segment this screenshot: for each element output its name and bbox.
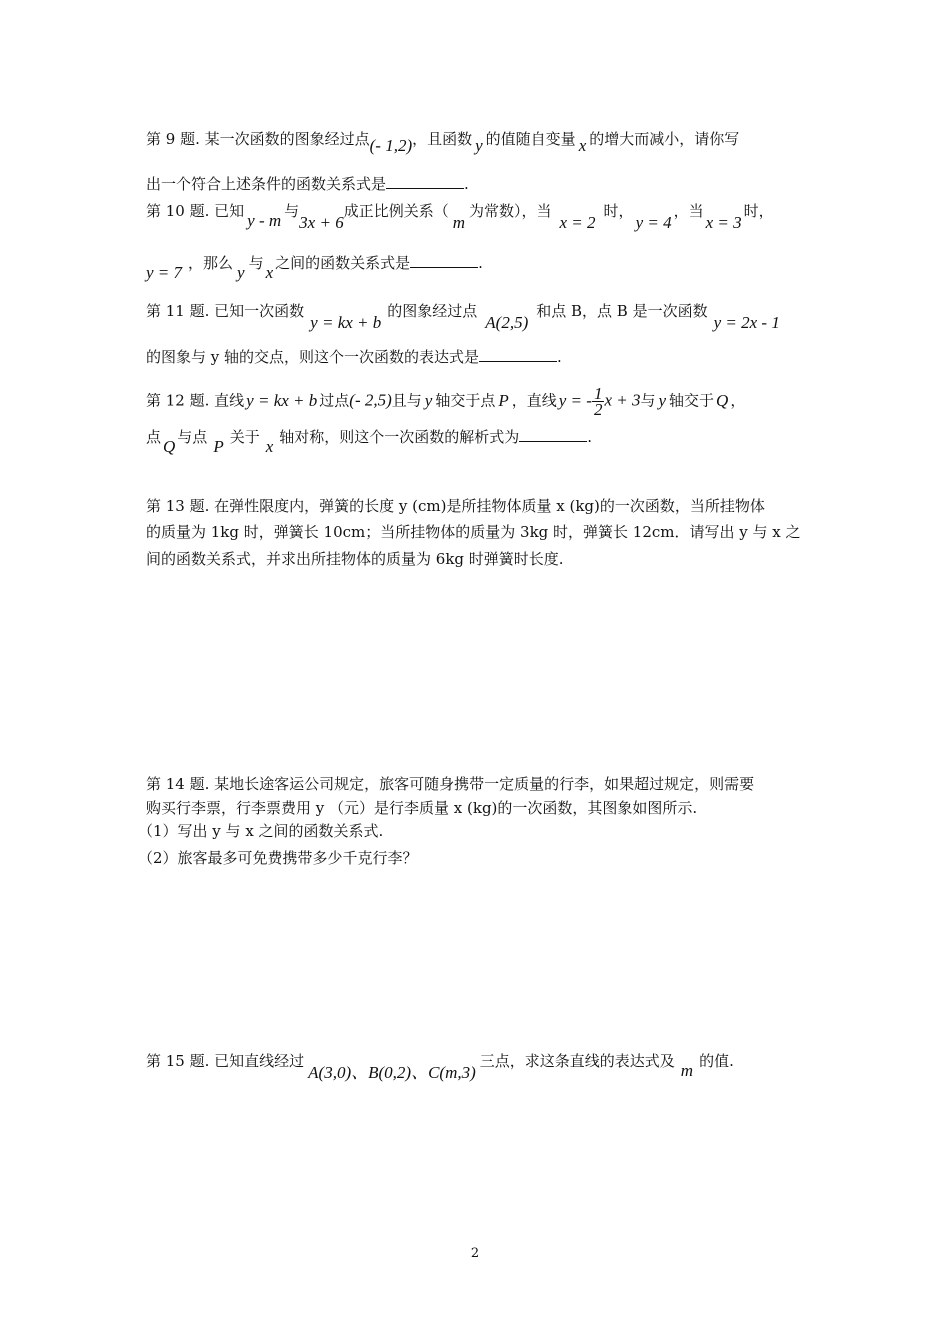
q12-point-p: P (213, 437, 224, 456)
q12-text: 关于 (229, 428, 260, 446)
q14-part1: （1）写出 y 与 x 之间的函数关系式. (138, 822, 384, 840)
q11-text: 和点 B，点 B 是一次函数 (536, 302, 708, 320)
q9-var-y: y (475, 136, 483, 155)
q9-text: ，且函数 (412, 130, 473, 148)
q12-text: 轴交于点 (435, 391, 496, 410)
q12-text: 轴交于 (669, 391, 715, 410)
q14-part2: （2）旅客最多可免费携带多少千克行李？ (138, 849, 418, 867)
q11-line2 (146, 346, 810, 368)
q14-line2: 购买行李票，行李票费用 y （元）是行李质量 x (kg)的一次函数，其图象如图所示. (146, 799, 698, 817)
q10-text: 时， (603, 202, 634, 220)
q10-text: ，当 (673, 202, 704, 220)
q12-point: (- 2,5) (349, 390, 392, 410)
fraction-one-half (592, 386, 605, 417)
q11-expr: y = 2x - 1 (713, 313, 780, 332)
q12-var-y: y (658, 390, 667, 410)
q12-point-q: Q (163, 437, 176, 456)
q9-end: . (464, 175, 469, 193)
q10-text: 与 (248, 254, 264, 272)
q10-text: 与 (284, 202, 300, 220)
answer-blank[interactable] (519, 427, 587, 442)
q10-line2 (146, 252, 810, 282)
answer-blank[interactable] (386, 174, 464, 189)
q13-line1: 第 13 题. 在弹性限度内，弹簧的长度 y (cm)是所挂物体质量 x (kg)的一次函数，当所挂物体 (146, 497, 765, 515)
answer-blank[interactable] (410, 253, 478, 268)
q10-end: . (478, 254, 483, 272)
q12-point-q: Q (716, 390, 729, 410)
q10-text: 第 10 题. 已知 (146, 202, 245, 220)
q12-var-y: y (424, 390, 433, 410)
q10-expr: y = 7 (146, 263, 183, 282)
q10-var-x: x (265, 263, 274, 282)
q12-var-x: x (265, 437, 274, 456)
q10-expr: 3x + 6 (299, 213, 344, 232)
q9-line2 (146, 173, 810, 195)
q10-text: 为常数），当 (469, 202, 552, 220)
q12-expr: y = kx + b (246, 390, 318, 410)
q10-expr: x = 2 (559, 213, 596, 232)
q9-text: 的值随自变量 (485, 130, 576, 148)
q10-var-y: y (237, 263, 245, 282)
q9-text: 的增大而减小，请你写 (589, 130, 740, 148)
q12-text: 且与 (391, 391, 422, 410)
q10-var-m: m (452, 213, 465, 232)
q12-point-p: P (498, 390, 509, 410)
q9-var-x: x (578, 136, 587, 155)
q12-text: ，直线 (511, 391, 557, 410)
fraction-denominator: 2 (593, 400, 603, 419)
q11-text: 的图象与 y 轴的交点，则这个一次函数的表达式是 (146, 348, 480, 366)
q10-text: 成正比例关系（ (343, 202, 449, 220)
q11-end: . (557, 348, 562, 366)
q12-text: 过点 (319, 391, 350, 410)
q11-expr: y = kx + b (310, 313, 382, 332)
q12-text: 点 (146, 428, 162, 446)
q12-expr: x + 3 (604, 390, 641, 410)
q11-line1 (146, 300, 810, 332)
q15-line1 (146, 1050, 810, 1082)
q12-expr: y = - (558, 390, 592, 410)
q12-text: 轴对称，则这个一次函数的解析式为 (279, 428, 520, 446)
q11-point-a: A(2,5) (485, 313, 529, 332)
q14-line1: 第 14 题. 某地长途客运公司规定，旅客可随身携带一定质量的行李，如果超过规定，则需要 (146, 775, 755, 793)
q9-point: (- 1,2) (369, 136, 413, 155)
q12-text: 与点 (177, 428, 208, 446)
q10-text: 时， (743, 202, 774, 220)
q11-text: 的图象经过点 (387, 302, 478, 320)
q9-text: 出一个符合上述条件的函数关系式是 (146, 175, 387, 193)
q10-expr: x = 3 (705, 213, 742, 232)
q9-line1 (146, 128, 810, 155)
q15-var-m: m (680, 1061, 694, 1080)
q15-text: 三点，求这条直线的表达式及 (479, 1052, 675, 1070)
answer-blank[interactable] (479, 347, 557, 362)
q10-expr: y = 4 (635, 213, 672, 232)
q12-line2 (146, 426, 810, 456)
q12-text: 第 12 题. 直线 (146, 391, 245, 410)
q12-text: ， (730, 391, 746, 410)
q11-text: 第 11 题. 已知一次函数 (146, 302, 305, 320)
fraction-numerator: 1 (593, 384, 603, 403)
q12-end: . (587, 428, 593, 446)
q15-points: A(3,0)、B(0,2)、C(m,3) (308, 1063, 476, 1082)
q10-text: 之间的函数关系式是 (275, 254, 411, 272)
q10-line1 (146, 200, 810, 232)
q10-text: ，那么 (188, 254, 234, 272)
q13-line3: 间的函数关系式，并求出所挂物体的质量为 6kg 时弹簧时长度. (146, 550, 564, 568)
q15-text: 第 15 题. 已知直线经过 (146, 1052, 305, 1070)
q12-text: 与 (640, 391, 656, 410)
q10-expr: y - m (247, 211, 282, 230)
page-number: 2 (470, 1246, 480, 1261)
q12-line1 (146, 386, 810, 417)
q15-text: 的值. (699, 1052, 734, 1070)
q9-text: 第 9 题. 某一次函数的图象经过点 (146, 130, 370, 148)
q13-line2: 的质量为 1kg 时，弹簧长 10cm；当所挂物体的质量为 3kg 时，弹簧长 12cm．请写出 y 与 x 之 (146, 523, 801, 541)
